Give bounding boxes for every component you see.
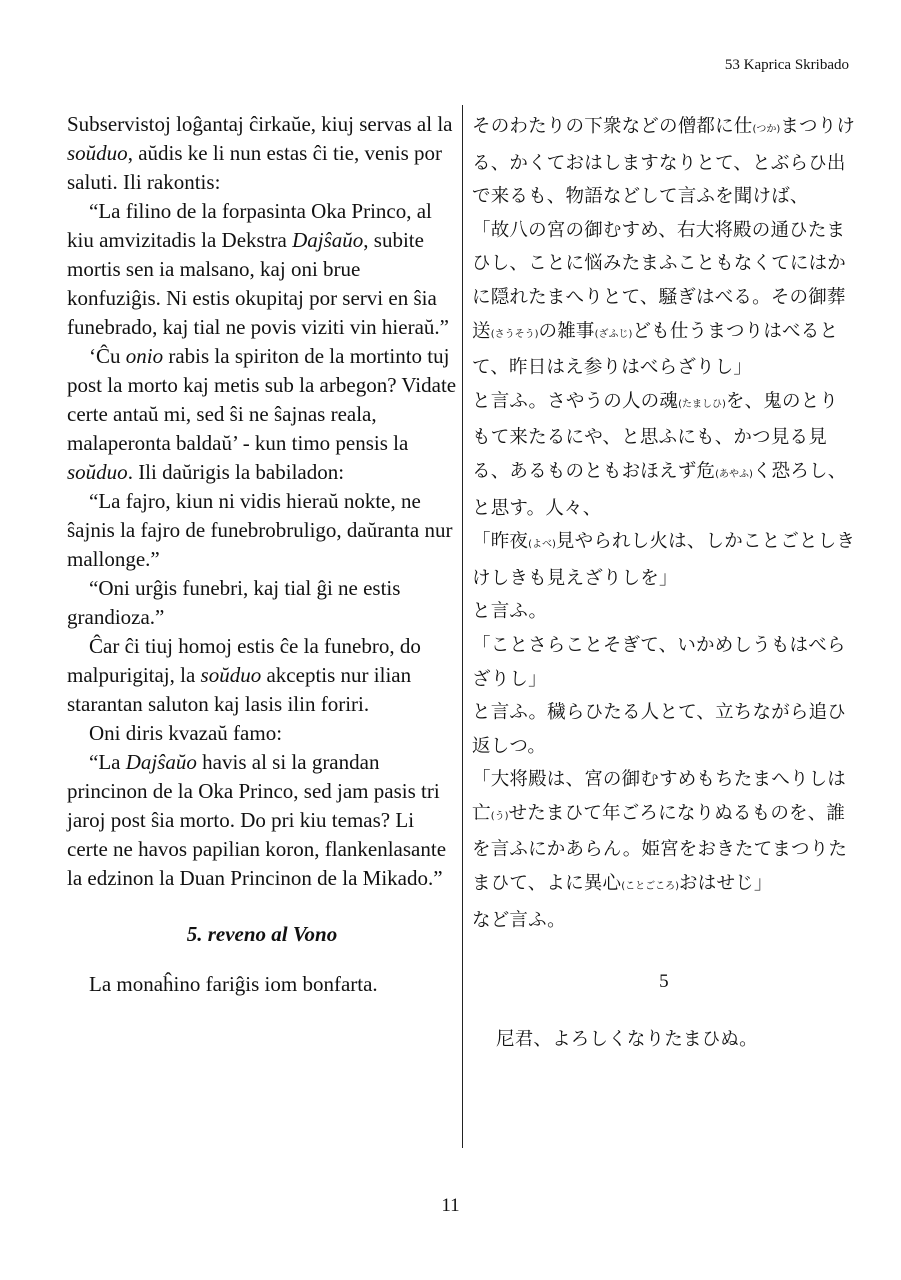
text-run: と言ふ。 xyxy=(472,601,548,623)
text-run: おはせじ」 xyxy=(679,873,773,895)
paragraph xyxy=(67,197,457,342)
text-run: havis al si la grandan princinon de la Oka Princo, sed jam pasis tri jaroj post ŝia morto. Do pri kiu temas? Li certe ne havos papilian koron, flankenlasante la edzinon la Duan Princinon de la Mikado.” xyxy=(67,750,447,890)
italic-term: soŭduo xyxy=(67,460,128,484)
text-run: の雑事 xyxy=(538,320,595,342)
text-run: 「故八の宮の御むすめ、右大将殿の通ひたまひし、ことに悩みたまふこともなくてにはかに隠れたまへりとて、騒ぎはべる。その御葬送 xyxy=(472,219,847,342)
text-run: akceptis nur ilian starantan saluton kaj lasis ilin foriri. xyxy=(67,663,412,716)
section-heading: 5. reveno al Vono xyxy=(186,922,338,946)
text-run: 「昨夜 xyxy=(472,531,529,553)
paragraph xyxy=(67,110,457,197)
text-run: 「ことさらことそぎて、いかめしうもはべらざりし」 xyxy=(472,634,846,690)
text-run: まつりける、かくておはしますなりとて、とぶらひ出で来るも、物語などして言ふを聞けば、 xyxy=(472,116,856,208)
running-header: 53 Kaprica Skribado xyxy=(724,57,849,73)
text-run: “La xyxy=(89,750,126,774)
italic-term: Dajŝaŭo xyxy=(125,750,197,774)
text-run: ‘Ĉu xyxy=(89,344,126,368)
text-run: そのわたりの下衆などの僧都に仕 xyxy=(472,116,753,137)
text-run: La monaĥino fariĝis iom bonfarta. xyxy=(89,972,378,996)
japanese-column xyxy=(472,110,856,1057)
italic-term: soŭduo xyxy=(200,663,262,687)
text-run: く恐ろし、と思す。人々、 xyxy=(472,460,847,519)
paragraph xyxy=(472,629,856,696)
text-run: “Oni urĝis funebri, kaj tial ĝi ne estis grandioza.” xyxy=(67,576,401,629)
text-run: “La fajro, kiun ni vidis hieraŭ nokte, ne ŝajnis la fajro de funebrobruligo, daŭranta nur mallonge.” xyxy=(67,489,453,571)
furigana: (ことごころ) xyxy=(621,881,680,893)
text-run: ども仕うまつりはべるとて、昨日はえ参りはべらざりし」 xyxy=(472,320,839,379)
paragraph xyxy=(67,487,457,574)
esperanto-column xyxy=(67,110,457,999)
text-run: “La filino de la forpasinta Oka Princo, al kiu amvizitadis la Dekstra xyxy=(67,199,432,252)
furigana: (あやふ) xyxy=(715,468,753,480)
paragraph xyxy=(67,748,457,893)
paragraph xyxy=(472,595,856,629)
italic-term: Dajŝaŭo xyxy=(292,228,364,252)
paragraph xyxy=(67,574,457,632)
furigana: (たましひ) xyxy=(678,398,726,410)
text-run: Oni diris kvazaŭ famo: xyxy=(89,721,283,745)
furigana: (さうそう) xyxy=(490,328,539,340)
paragraph xyxy=(472,1023,856,1057)
text-run: rabis la spiriton de la mortinto tuj post la morto kaj metis sub la arbegon? Vidate certe antaŭ mi, sed ŝi ne ŝajnas reala, malaperonta baldaŭ’ - kun timo pensis la xyxy=(67,344,457,455)
paragraph xyxy=(472,385,856,525)
italic-term: soŭduo xyxy=(67,141,128,165)
paragraph xyxy=(67,342,457,487)
paragraph xyxy=(67,719,457,748)
text-run: 見やられし火は、しかことごとしきけしきも見えざりしを」 xyxy=(472,531,856,589)
text-run: など言ふ。 xyxy=(472,909,566,931)
text-run: , aŭdis ke li nun estas ĉi tie, venis por saluti. Ili rakontis: xyxy=(67,141,443,194)
paragraph xyxy=(472,696,856,763)
text-run: と言ふ。さやうの人の魂 xyxy=(472,390,679,412)
text-run: . Ili daŭrigis la babiladon: xyxy=(127,460,345,484)
italic-term: onio xyxy=(125,344,164,368)
text-run: を、鬼のとりもて来たるにや、と思ふにも、かつ見る見る、あるものともおほえず危 xyxy=(472,390,839,482)
paragraph xyxy=(472,525,856,595)
furigana: (ざふじ) xyxy=(594,328,633,340)
text-run: Subservistoj loĝantaj ĉirkaŭe, kiuj servas al la xyxy=(67,112,453,136)
paragraph xyxy=(472,904,856,938)
paragraph xyxy=(472,214,856,385)
paragraph xyxy=(67,632,457,719)
text-run: , subite mortis sen ia malsano, kaj oni brue konfuziĝis. Ni estis okupitaj por servi en ŝia funebrado, kaj tial ne povis viziti vin hieraŭ.” xyxy=(67,228,449,339)
paragraph xyxy=(472,110,856,214)
furigana: (う) xyxy=(490,810,509,822)
column-divider xyxy=(462,105,463,1148)
page-number: 11 xyxy=(441,1195,460,1216)
section-number: 5 xyxy=(659,971,669,993)
text-run: 「大将殿は、宮の御むすめもちたまへりしは亡 xyxy=(472,769,847,824)
text-run: 尼君、よろしくなりたまひぬ。 xyxy=(496,1029,758,1051)
paragraph xyxy=(472,763,856,903)
furigana: (よべ) xyxy=(528,539,556,551)
paragraph xyxy=(67,970,457,999)
text-run: せたまひて年ごろになりぬるものを、誰を言ふにかあらん。姫宮をおきたてまつりたまひて、よに異心 xyxy=(472,802,848,895)
text-run: Ĉar ĉi tiuj homoj estis ĉe la funebro, do malpurigitaj, la xyxy=(67,634,421,687)
text-run: と言ふ。穢らひたる人とて、立ちながら追ひ返しつ。 xyxy=(472,702,847,757)
furigana: (つか) xyxy=(752,124,781,135)
